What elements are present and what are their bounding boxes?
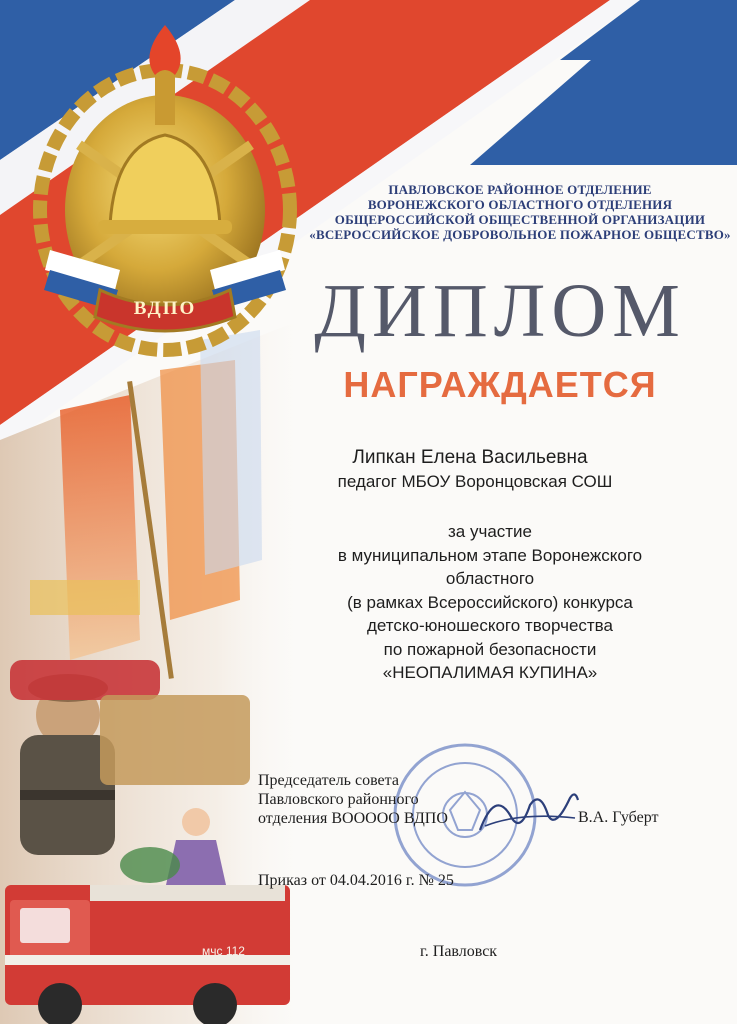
- reason-line: детско-юношеского творчества: [367, 616, 613, 635]
- reason-line: «НЕОПАЛИМАЯ КУПИНА»: [382, 663, 598, 682]
- reason-line: в муниципальном этапе Воронежского: [337, 545, 643, 565]
- awarded-heading: НАГРАЖДАЕТСЯ: [343, 364, 657, 405]
- fire-truck-window: [20, 908, 70, 943]
- flag-fringe: [30, 580, 140, 615]
- emblem-label: ВДПО: [133, 298, 197, 319]
- toy-green-shrub: [120, 847, 180, 883]
- reason-line: по пожарной безопасности: [383, 639, 597, 659]
- toy-red-car: [10, 660, 160, 700]
- recipient-position: педагог МБОУ Воронцовская СОШ: [337, 472, 613, 491]
- handwritten-signature: [480, 794, 578, 830]
- flag-1: [60, 395, 140, 660]
- header-line-2: ВОРОНЕЖСКОГО ОБЛАСТНОГО ОТДЕЛЕНИЯ: [367, 197, 673, 212]
- recipient-name: Липкан Елена Васильевна: [352, 447, 588, 468]
- header-line-1: ПАВЛОВСКОЕ РАЙОННОЕ ОТДЕЛЕНИЕ: [388, 182, 652, 197]
- signatory-line-1: Председатель совета: [258, 772, 399, 789]
- city: г. Павловск: [420, 943, 498, 960]
- flag-3: [200, 330, 262, 575]
- toy-firefighter-belt: [20, 790, 115, 800]
- organization-header: [295, 182, 737, 242]
- toy-doll-head: [182, 808, 210, 836]
- signatory-line-2: Павловского районного: [258, 791, 419, 808]
- toy-wicker-truck: [100, 695, 250, 785]
- reason-line: (в рамках Всероссийского) конкурса: [347, 592, 633, 612]
- fire-truck-ladder: [90, 885, 285, 901]
- header-line-4: «ВСЕРОССИЙСКОЕ ДОБРОВОЛЬНОЕ ПОЖАРНОЕ ОБЩЕСТВО»: [309, 227, 731, 242]
- award-reason: [280, 520, 700, 685]
- signer-name: В.А. Губерт: [578, 809, 659, 826]
- truck-plate: мчс 112: [202, 944, 245, 958]
- reason-line: областного: [445, 569, 535, 588]
- signatory-block: [258, 771, 488, 828]
- diploma-title: ДИПЛОМ: [314, 269, 686, 353]
- fire-truck-stripe: [5, 955, 290, 965]
- order-reference: Приказ от 04.04.2016 г. № 25: [258, 872, 454, 889]
- reason-line: за участие: [447, 522, 533, 541]
- header-line-3: ОБЩЕРОССИЙСКОЙ ОБЩЕСТВЕННОЙ ОРГАНИЗАЦИИ: [334, 212, 706, 227]
- signatory-line-3: отделения ВООООО ВДПО: [258, 810, 448, 827]
